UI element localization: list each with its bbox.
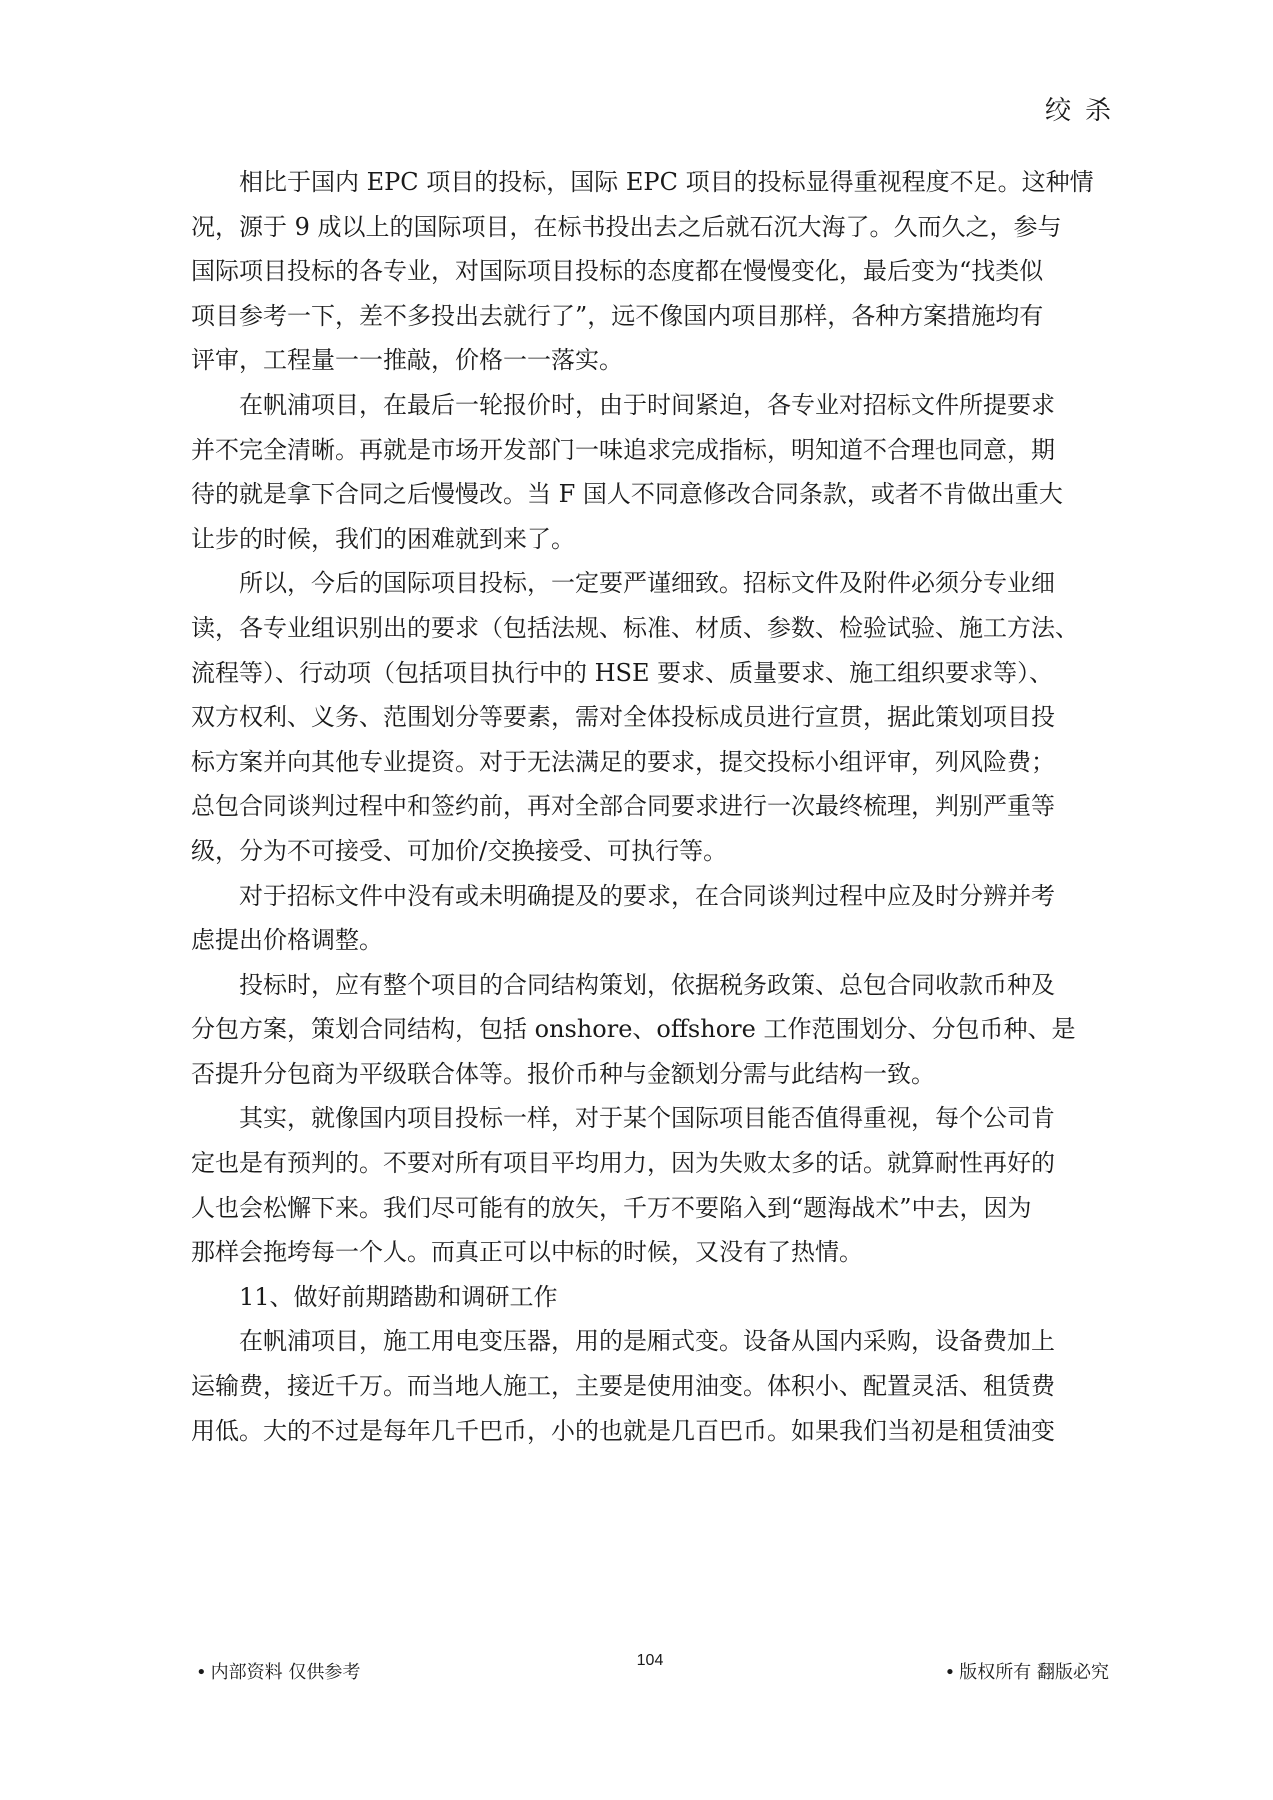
text-line: 在帆浦项目，施工用电变压器，用的是厢式变。设备从国内采购，设备费加上 — [191, 1327, 1055, 1356]
text-line: 评审，工程量一一推敲，价格一一落实。 — [191, 346, 623, 375]
text-line: 并不完全清晰。再就是市场开发部门一味追求完成指标，明知道不合理也同意，期 — [191, 435, 1055, 464]
text-line: 人也会松懈下来。我们尽可能有的放矢，千万不要陷入到“题海战术”中去，因为 — [191, 1193, 1032, 1222]
text-line: 让步的时候，我们的困难就到来了。 — [191, 524, 575, 553]
paragraph — [191, 383, 1115, 561]
text-line: 投标时，应有整个项目的合同结构策划，依据税务政策、总包合同收款币种及 — [191, 970, 1055, 999]
text-line: 国际项目投标的各专业，对国际项目投标的态度都在慢慢变化，最后变为“找类似 — [191, 257, 1044, 286]
text-line: 否提升分包商为平级联合体等。报价币种与金额划分需与此结构一致。 — [191, 1059, 935, 1088]
text-line: 所以，今后的国际项目投标，一定要严谨细致。招标文件及附件必须分专业细 — [191, 569, 1055, 598]
paragraph — [191, 963, 1115, 1097]
text-line: 况，源于 9 成以上的国际项目，在标书投出去之后就石沉大海了。久而久之，参与 — [191, 212, 1062, 241]
text-line: 项目参考一下，差不多投出去就行了”，远不像国内项目那样，各种方案措施均有 — [191, 301, 1044, 330]
header-title: 绞杀 — [1044, 96, 1125, 126]
text-line: 级，分为不可接受、可加价/交换接受、可执行等。 — [191, 836, 728, 865]
paragraph — [191, 561, 1115, 873]
bullet-icon: • — [196, 1662, 207, 1683]
text-line: 运输费，接近千万。而当地人施工，主要是使用油变。体积小、配置灵活、租赁费 — [191, 1372, 1055, 1401]
text-line: 流程等）、行动项（包括项目执行中的 HSE 要求、质量要求、施工组织要求等）、 — [191, 658, 1054, 687]
text-line: 标方案并向其他专业提资。对于无法满足的要求，提交投标小组评审，列风险费； — [191, 747, 1055, 776]
footer-right-text: 版权所有 翻版必究 — [959, 1662, 1109, 1683]
text-line: 那样会拖垮每一个人。而真正可以中标的时候，又没有了热情。 — [191, 1238, 863, 1267]
text-line: 双方权利、义务、范围划分等要素，需对全体投标成员进行宣贯，据此策划项目投 — [191, 703, 1055, 732]
text-line: 在帆浦项目，在最后一轮报价时，由于时间紧迫，各专业对招标文件所提要求 — [191, 390, 1055, 419]
footer-left — [196, 1658, 360, 1684]
text-line: 读，各专业组识别出的要求（包括法规、标准、材质、参数、检验试验、施工方法、 — [191, 613, 1079, 642]
bullet-icon: • — [944, 1662, 956, 1683]
text-line: 虑提出价格调整。 — [191, 926, 383, 955]
text-line: 相比于国内 EPC 项目的投标，国际 EPC 项目的投标显得重视程度不足。这种情 — [191, 168, 1094, 196]
text-line: 总包合同谈判过程中和签约前，再对全部合同要求进行一次最终梳理，判别严重等 — [191, 792, 1055, 821]
text-line: 用低。大的不过是每年几千巴币，小的也就是几百巴币。如果我们当初是租赁油变 — [191, 1416, 1055, 1445]
footer-left-text: 内部资料 仅供参考 — [210, 1662, 361, 1683]
footer-right — [945, 1658, 1109, 1684]
page-number: 104 — [636, 1652, 664, 1669]
paragraph — [191, 160, 1115, 383]
body-text — [191, 160, 1115, 1453]
text-line: 待的就是拿下合同之后慢慢改。当 F 国人不同意修改合同条款，或者不肯做出重大 — [191, 480, 1063, 509]
paragraph — [191, 1275, 1115, 1320]
text-line: 对于招标文件中没有或未明确提及的要求，在合同谈判过程中应及时分辨并考 — [191, 881, 1055, 910]
text-line: 定也是有预判的。不要对所有项目平均用力，因为失败太多的话。就算耐性再好的 — [191, 1149, 1055, 1178]
text-line: 分包方案，策划合同结构，包括 onshore、offshore 工作范围划分、分包币种、是 — [191, 1015, 1076, 1044]
paragraph — [191, 1096, 1115, 1274]
text-line: 11、做好前期踏勘和调研工作 — [191, 1282, 558, 1311]
text-line: 其实，就像国内项目投标一样，对于某个国际项目能否值得重视，每个公司肯 — [191, 1104, 1055, 1133]
paragraph — [191, 874, 1115, 963]
paragraph — [191, 1319, 1115, 1453]
